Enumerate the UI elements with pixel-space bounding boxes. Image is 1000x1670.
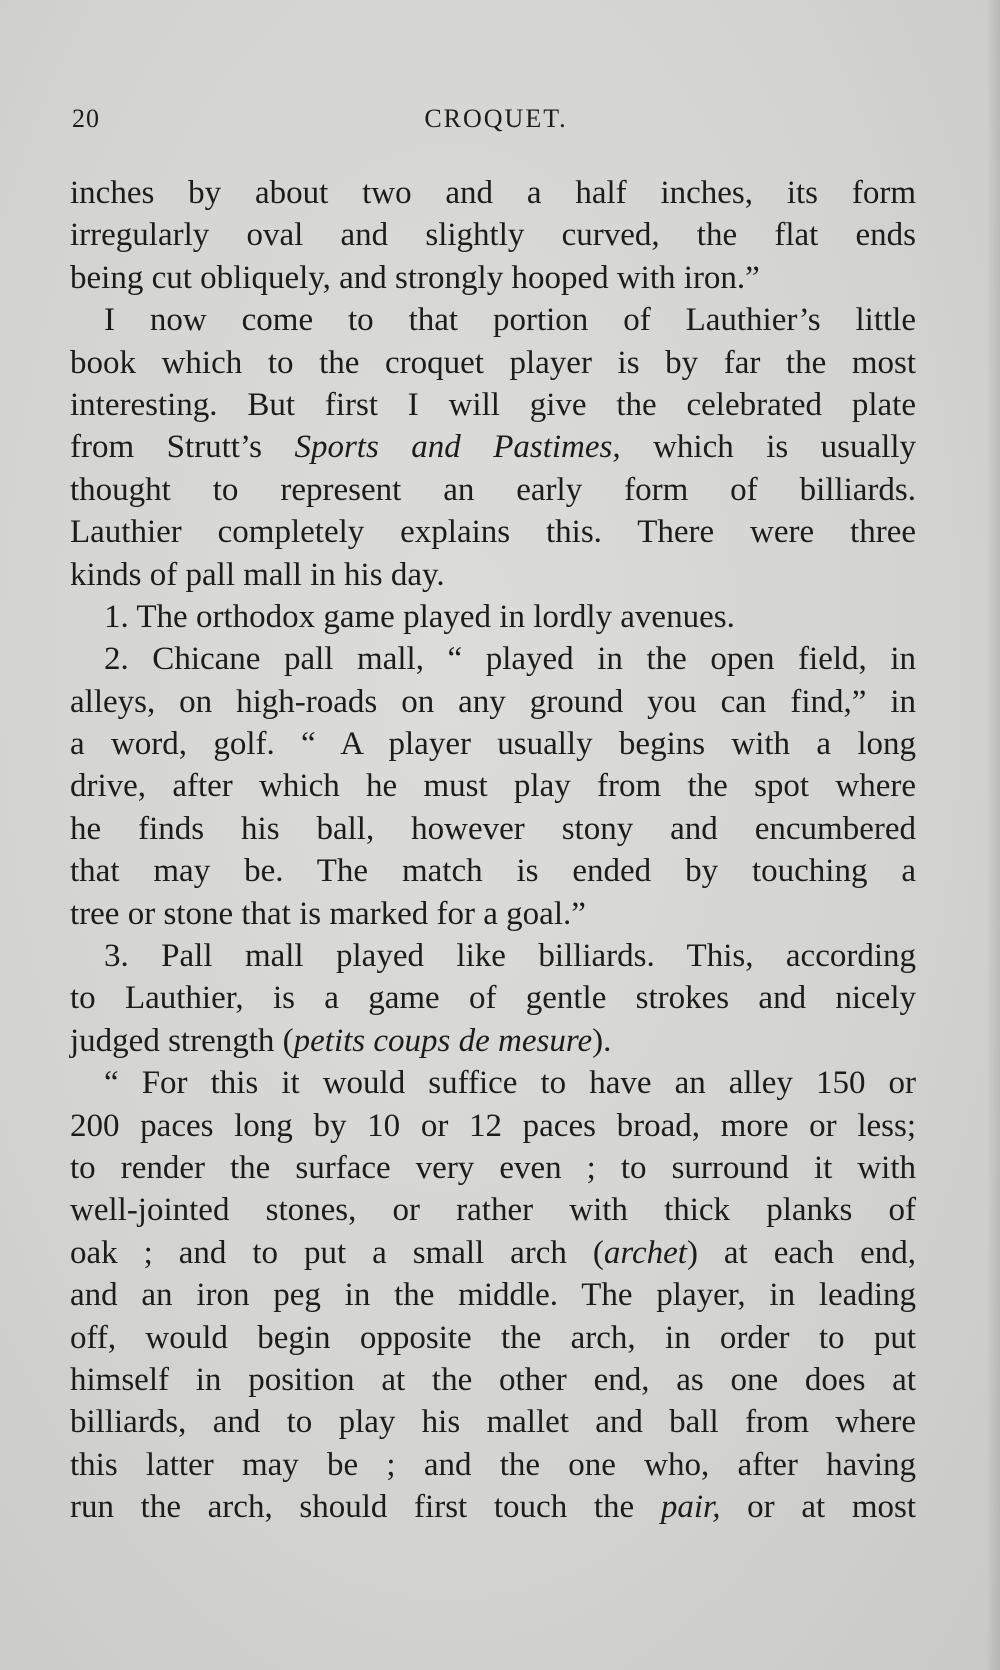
numbered-item: 2. Chicane pall mall, “ played in the open field, in — [104, 641, 916, 678]
text-line: well-jointed stones, or rather with thick planks of — [70, 1192, 916, 1229]
text-segment: from Strutt’s — [70, 429, 295, 466]
text-line — [70, 1020, 916, 1062]
page-edge-shadow — [986, 0, 1000, 1670]
italic-word: archet — [603, 1234, 687, 1271]
text-segment: ). — [592, 1022, 612, 1059]
numbered-item: 1. The orthodox game played in lordly avenues. — [104, 598, 735, 635]
text-line: this latter may be ; and the one who, after having — [70, 1446, 916, 1483]
text-line: kinds of pall mall in his day. — [70, 556, 445, 593]
text-segment: oak ; and to put a small arch ( — [70, 1234, 604, 1271]
text-line: drive, after which he must play from the spot where — [70, 768, 916, 805]
body-text — [70, 172, 916, 1529]
text-line: to render the surface very even ; to surround it with — [70, 1149, 916, 1186]
italic-title: Sports and Pastimes, — [294, 429, 621, 466]
numbered-item: 3. Pall mall played like billiards. This, according — [104, 938, 916, 975]
text-line: off, would begin opposite the arch, in order to put — [70, 1319, 916, 1356]
text-line — [70, 426, 916, 468]
italic-word: pair, — [660, 1489, 721, 1526]
text-line: book which to the croquet player is by far the most — [70, 344, 916, 381]
text-line: I now come to that portion of Lauthier’s little — [104, 302, 916, 339]
text-segment: which is usually — [620, 429, 916, 466]
page-header — [72, 104, 920, 144]
text-segment: ) at each end, — [686, 1234, 916, 1271]
text-line: “ For this it would suffice to have an alley 150 or — [104, 1065, 916, 1102]
text-line: interesting. But first I will give the celebrated plate — [70, 386, 916, 423]
page-number: 20 — [72, 104, 100, 133]
text-line: and an iron peg in the middle. The player, in leading — [70, 1277, 916, 1314]
text-line: being cut obliquely, and strongly hooped with iron.” — [70, 259, 760, 296]
text-line: thought to represent an early form of billiards. — [70, 471, 916, 508]
text-segment: or at most — [720, 1489, 916, 1526]
text-line: Lauthier completely explains this. There were three — [70, 514, 916, 551]
text-line: a word, golf. “ A player usually begins with a long — [70, 726, 916, 763]
text-segment: run the arch, should first touch the — [70, 1489, 661, 1526]
text-line: he finds his ball, however stony and encumbered — [70, 810, 916, 847]
text-line: himself in position at the other end, as one does at — [70, 1361, 916, 1398]
running-title: CROQUET. — [424, 104, 568, 133]
text-line — [70, 1232, 916, 1274]
text-line: 200 paces long by 10 or 12 paces broad, more or less; — [70, 1107, 916, 1144]
text-line: irregularly oval and slightly curved, the flat ends — [70, 217, 916, 254]
text-line: tree or stone that is marked for a goal.” — [70, 895, 586, 932]
text-line — [70, 1486, 916, 1528]
text-segment: judged strength ( — [70, 1022, 294, 1059]
italic-phrase: petits coups de mesure — [293, 1022, 593, 1059]
text-line: billiards, and to play his mallet and ball from where — [70, 1404, 916, 1441]
text-line: to Lauthier, is a game of gentle strokes and nicely — [70, 980, 916, 1017]
text-line: alleys, on high-roads on any ground you can find,” in — [70, 683, 916, 720]
text-line: that may be. The match is ended by touching a — [70, 853, 916, 890]
text-line: inches by about two and a half inches, its form — [70, 175, 916, 211]
